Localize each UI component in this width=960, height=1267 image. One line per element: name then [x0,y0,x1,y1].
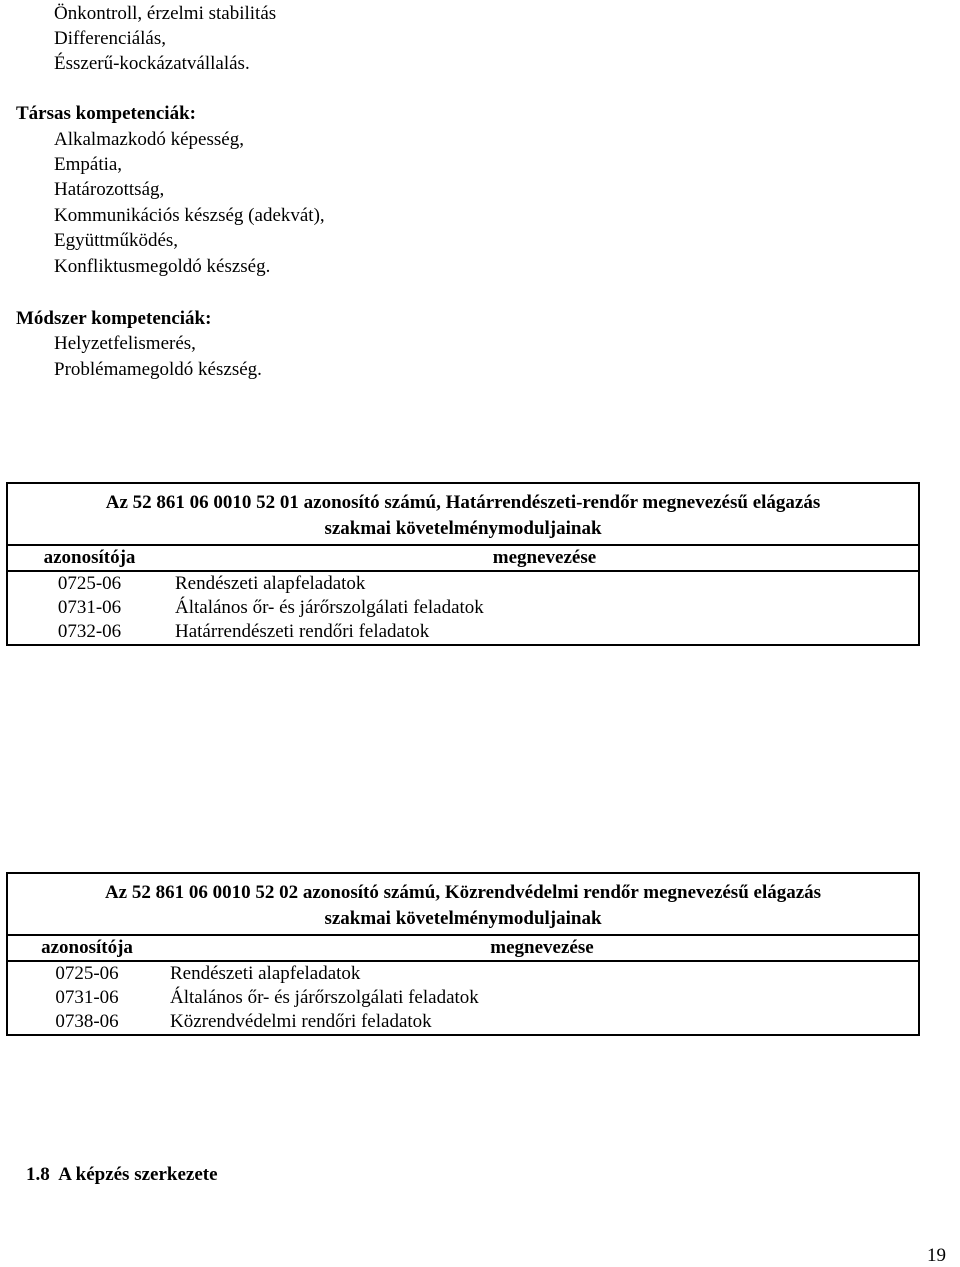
page-number: 19 [927,1245,946,1266]
module-code: 0731-06 [7,986,166,1010]
module-code: 0731-06 [7,596,171,620]
table-title-line: Az 52 861 06 0010 52 02 azonosító számú, Közrendvédelmi rendőr megnevezésű elágazás [104,882,822,903]
module-table-2 [6,872,920,1036]
intro-line: Önkontroll, érzelmi stabilitás [54,3,277,24]
list-item: Helyzetfelismerés, [54,333,196,354]
table-row [7,620,919,645]
table-title-line: szakmai követelménymoduljainak [324,908,602,929]
module-name: Rendészeti alapfeladatok [166,961,919,986]
table-row [7,571,919,596]
module-name: Rendészeti alapfeladatok [171,571,919,596]
column-header-name: megnevezése [171,545,919,571]
section-heading: 1.8 A képzés szerkezete [26,1164,218,1185]
list-item: Határozottság, [54,179,165,200]
column-header-name: megnevezése [166,935,919,961]
column-header-code: azonosítója [7,545,171,571]
list-item: Alkalmazkodó képesség, [54,129,244,150]
table-row [7,596,919,620]
social-competencies-heading: Társas kompetenciák: [16,103,196,124]
table-title-line: szakmai követelménymoduljainak [324,518,602,539]
table-title-line: Az 52 861 06 0010 52 01 azonosító számú, Határrendészeti-rendőr megnevezésű elágazás [105,492,821,513]
module-code: 0732-06 [7,620,171,645]
method-competencies-heading: Módszer kompetenciák: [16,308,212,329]
list-item: Empátia, [54,154,123,175]
table-row [7,1010,919,1035]
table-row [7,986,919,1010]
module-code: 0725-06 [7,961,166,986]
intro-line: Differenciálás, [54,28,167,49]
table-title [7,873,919,935]
list-item: Konfliktusmegoldó készség. [54,256,271,277]
table-title [7,483,919,545]
module-code: 0725-06 [7,571,171,596]
module-name: Határrendészeti rendőri feladatok [171,620,919,645]
module-name: Közrendvédelmi rendőri feladatok [166,1010,919,1035]
module-name: Általános őr- és járőrszolgálati feladatok [171,596,919,620]
list-item: Kommunikációs készség (adekvát), [54,205,325,226]
module-name: Általános őr- és járőrszolgálati feladatok [166,986,919,1010]
module-code: 0738-06 [7,1010,166,1035]
table-row [7,961,919,986]
list-item: Problémamegoldó készség. [54,359,262,380]
module-table-1 [6,482,920,646]
column-header-code: azonosítója [7,935,166,961]
intro-line: Ésszerű-kockázatvállalás. [54,53,250,74]
list-item: Együttműködés, [54,230,179,251]
